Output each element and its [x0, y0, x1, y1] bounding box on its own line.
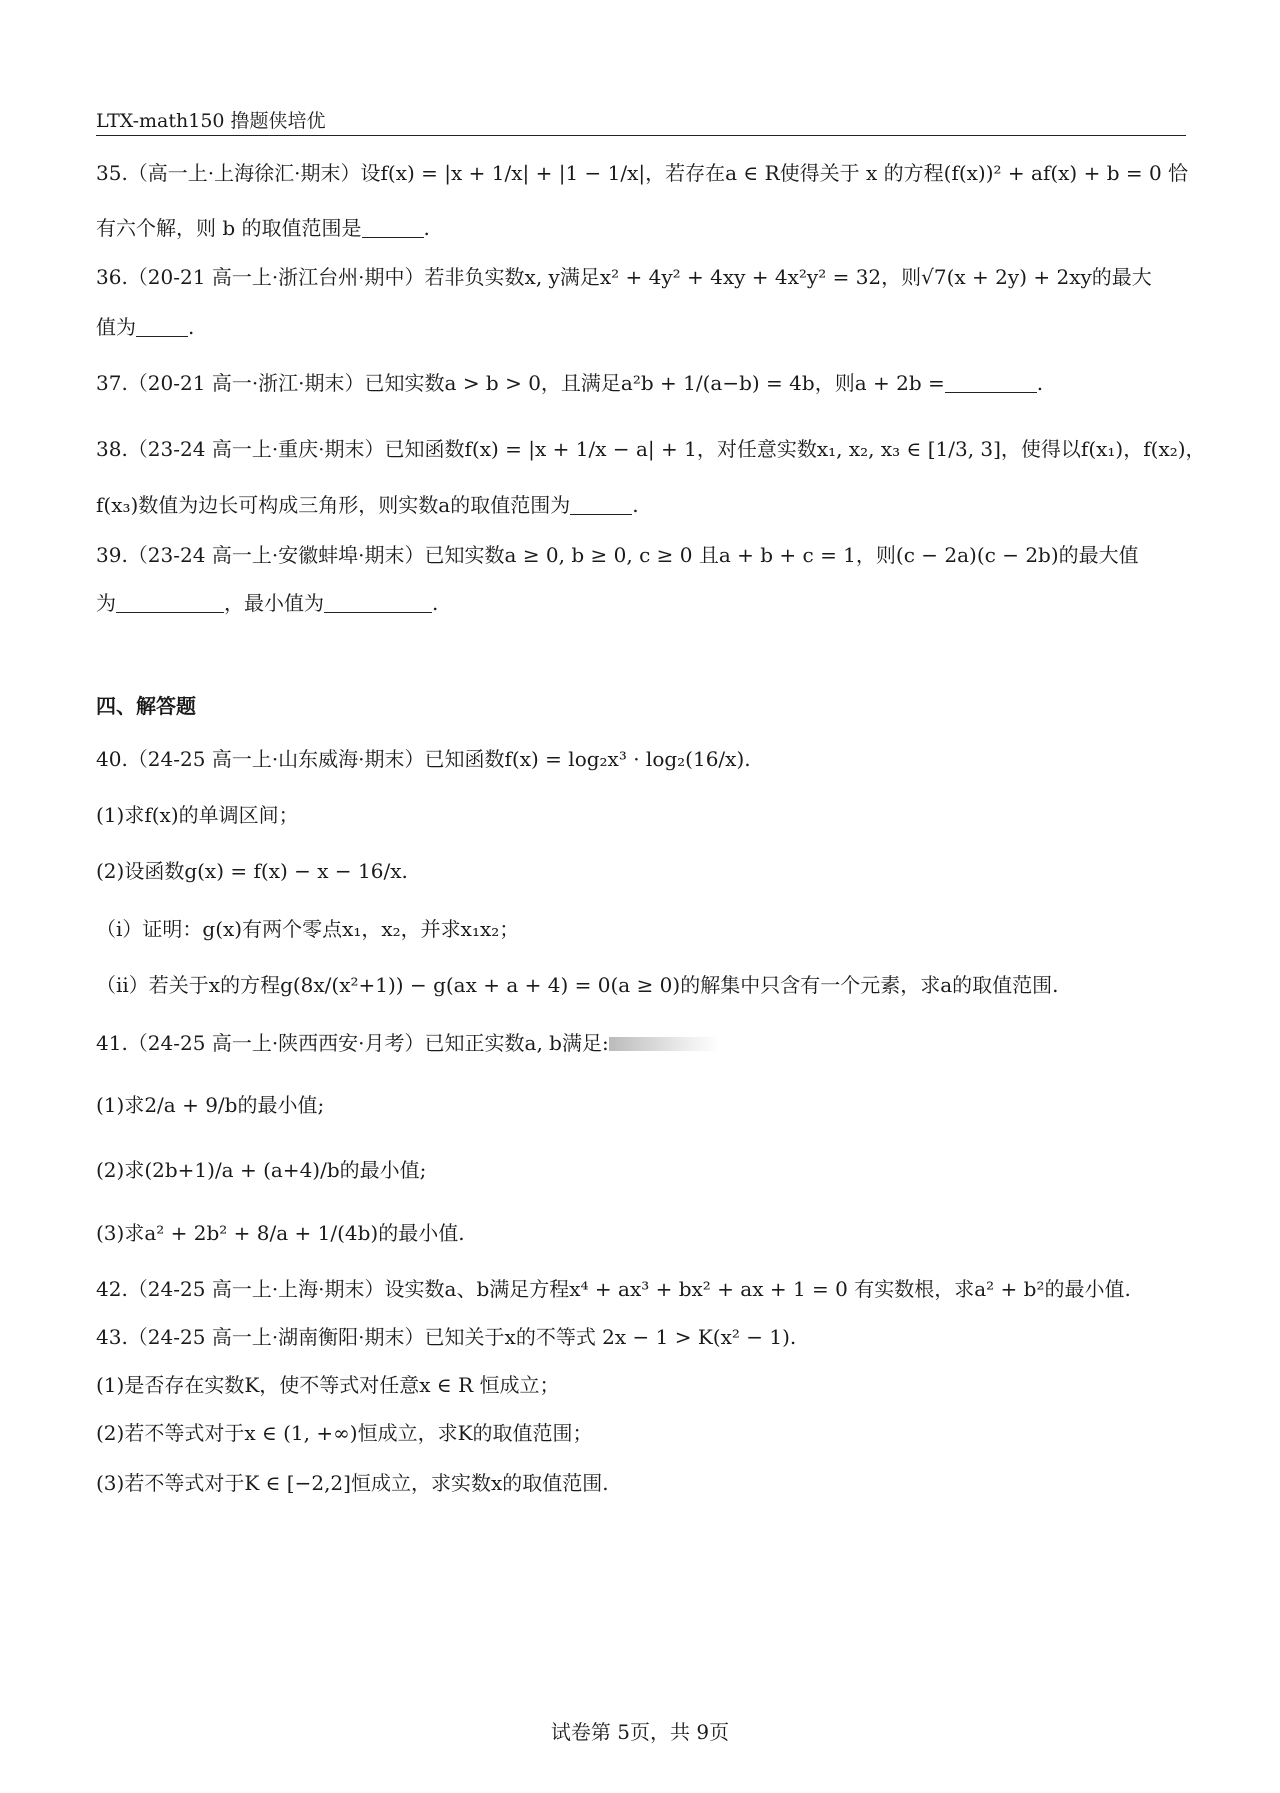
question-39-line-2: [96, 588, 1196, 618]
section-title: 四、解答题: [96, 694, 196, 718]
page-footer: 试卷第 5页，共 9页: [550, 1720, 730, 1744]
question-40: 40.（24-25 高一上·山东威海·期末）已知函数f(x) = log₂x³ · log₂(16/x).: [96, 747, 751, 771]
answer-blank: [945, 372, 1037, 393]
question-41-part-2: (2)求(2b+1)/a + (a+4)/b的最小值;: [96, 1158, 427, 1182]
question-40-part-1: (1)求f(x)的单调区间；: [96, 803, 299, 827]
question-43-part-1: (1)是否存在实数K，使不等式对任意x ∈ R 恒成立；: [96, 1373, 560, 1397]
question-36-line-2: [96, 312, 1196, 342]
question-40-part-2i: （i）证明：g(x)有两个零点x₁，x₂，并求x₁x₂；: [96, 917, 520, 941]
question-41: [96, 1028, 1196, 1058]
question-35-text: 有六个解，则 b 的取值范围是: [96, 216, 362, 240]
header-divider: [96, 135, 1186, 136]
question-38-text: f(x₃)数值为边长可构成三角形，则实数a的取值范围为: [96, 493, 571, 517]
question-37-end: .: [1036, 371, 1044, 395]
answer-blank: [362, 217, 424, 238]
question-37-text: 37.（20-21 高一·浙江·期末）已知实数a > b > 0，且满足a²b + 1/(a−b) = 4b，则a + 2b =: [96, 371, 945, 395]
question-35-line-2: [96, 213, 1196, 243]
answer-blank: [570, 494, 632, 515]
question-39-line-1: 39.（23-24 高一上·安徽蚌埠·期末）已知实数a ≥ 0, b ≥ 0, c ≥ 0 且a + b + c = 1，则(c − 2a)(c − 2b)的最大值: [96, 543, 1139, 567]
question-38-end: .: [632, 493, 639, 517]
question-39-end: .: [432, 591, 439, 615]
question-41-part-1: (1)求2/a + 9/b的最小值;: [96, 1093, 325, 1117]
question-35-line-1: 35.（高一上·上海徐汇·期末）设f(x) = |x + 1/x| + |1 − 1/x|，若存在a ∈ R使得关于 x 的方程(f(x))² + af(x) + b = 0 恰: [96, 161, 1189, 185]
question-35-end: .: [423, 216, 430, 240]
question-37: [96, 368, 1196, 398]
question-42: 42.（24-25 高一上·上海·期末）设实数a、b满足方程x⁴ + ax³ + bx² + ax + 1 = 0 有实数根，求a² + b²的最小值.: [96, 1277, 1131, 1301]
question-41-part-3: (3)求a² + 2b² + 8/a + 1/(4b)的最小值.: [96, 1221, 465, 1245]
question-39-text: 为: [96, 591, 116, 615]
page-header: LTX-math150 撸题侠培优: [96, 110, 326, 132]
answer-blank-max: [116, 592, 224, 613]
question-36-end: .: [188, 315, 195, 339]
question-38-line-1: 38.（23-24 高一上·重庆·期末）已知函数f(x) = |x + 1/x − a| + 1，对任意实数x₁, x₂, x₃ ∈ [1/3, 3]，使得以f(x₁)，f(x₂)，: [96, 437, 1206, 461]
question-40-part-2ii: （ii）若关于x的方程g(8x/(x²+1)) − g(ax + a + 4) = 0(a ≥ 0)的解集中只含有一个元素，求a的取值范围.: [96, 973, 1059, 997]
question-43-part-3: (3)若不等式对于K ∈ [−2,2]恒成立，求实数x的取值范围.: [96, 1471, 609, 1495]
question-36-line-1: 36.（20-21 高一上·浙江台州·期中）若非负实数x, y满足x² + 4y² + 4xy + 4x²y² = 32，则√7(x + 2y) + 2xy的最大: [96, 265, 1152, 289]
question-43: 43.（24-25 高一上·湖南衡阳·期末）已知关于x的不等式 2x − 1 > K(x² − 1).: [96, 1325, 797, 1349]
question-38-line-2: [96, 490, 1196, 520]
question-41-text: 41.（24-25 高一上·陕西西安·月考）已知正实数a, b满足:: [96, 1031, 609, 1055]
question-39-mid: ，最小值为: [224, 591, 324, 615]
question-40-part-2: (2)设函数g(x) = f(x) − x − 16/x.: [96, 859, 408, 883]
answer-blank: [136, 316, 188, 337]
answer-blank-min: [324, 592, 432, 613]
question-36-text: 值为: [96, 315, 136, 339]
question-43-part-2: (2)若不等式对于x ∈ (1, +∞)恒成立，求K的取值范围；: [96, 1421, 593, 1445]
obscured-condition: [609, 1037, 719, 1051]
